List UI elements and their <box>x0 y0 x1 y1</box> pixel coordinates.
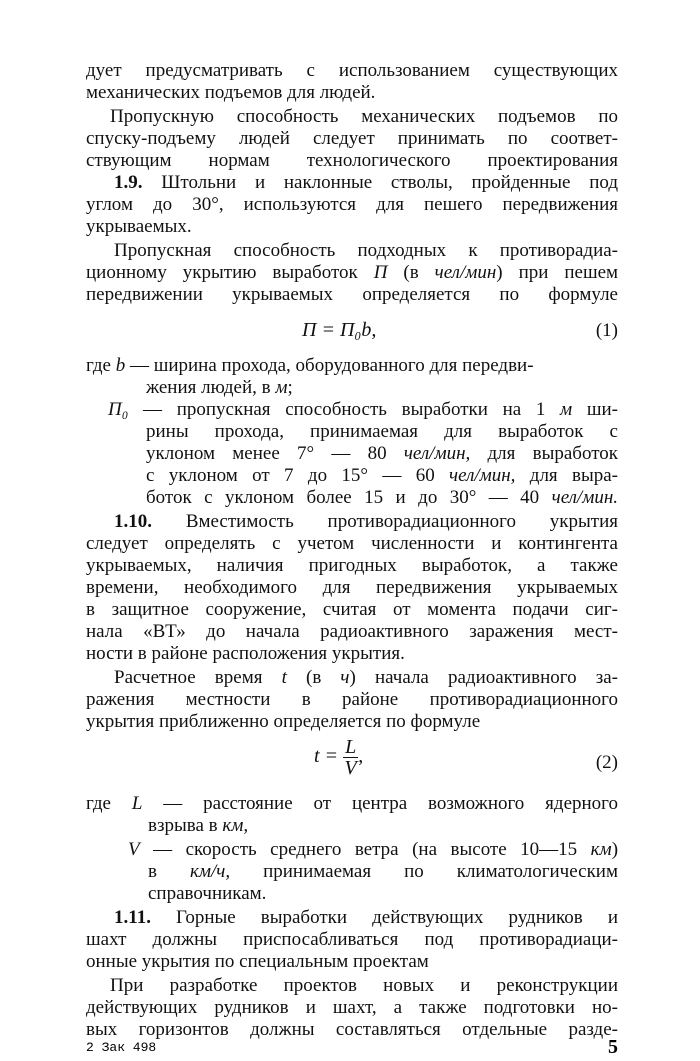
section-heading-1-11: 1.11. Горные выработки действующих рудников и <box>114 907 619 928</box>
text-line: укрываемых. <box>86 216 192 237</box>
where-L: где L — расстояние от центра возможного ядерного <box>86 793 619 814</box>
text-line: в км/ч, принимаемая по климатологическим <box>148 861 619 882</box>
text-line: жения людей, в м; <box>146 377 293 398</box>
text-line: углом до 30°, используются для пешего передвижения <box>86 194 618 215</box>
printer-signature: 2 Зак 498 <box>86 1040 157 1055</box>
text-line: механических подъемов для людей. <box>86 82 376 103</box>
text-line: спуску-подъему людей следует принимать по соответ- <box>86 128 618 149</box>
where-b: где b — ширина прохода, оборудованного для передви- <box>86 355 534 376</box>
formula-2: t = $\frac{L}{V}$ , <box>314 736 364 779</box>
text-line: Пропускную способность механических подъемов по <box>110 106 618 127</box>
text-line: ционному укрытию выработок П (в чел/мин) при пешем <box>86 262 619 283</box>
text-line: взрыва в км, <box>148 815 249 836</box>
text-line: в защитное сооружение, считая от момента подачи сиг- <box>86 599 618 620</box>
text-line: шахт должны приспосабливаться под противорадиаци- <box>86 929 618 950</box>
text-line: нала «ВТ» до начала радиоактивного заражения мест- <box>86 621 618 642</box>
text-line: следует определять с учетом численности и контингента <box>86 533 618 554</box>
text-line: ражения местности в районе противорадиационного <box>86 689 618 710</box>
text-line: укрытия приближенно определяется по формуле <box>86 711 481 732</box>
text-line: дует предусматривать с использованием существующих <box>86 60 618 81</box>
text-line: ствующим нормам технологического проектирования <box>86 150 618 171</box>
formula-1: П = П₀b, <box>302 319 377 341</box>
where-V: V — скорость среднего ветра (на высоте 10—15 км) <box>128 839 619 860</box>
page-number: 5 <box>608 1036 618 1058</box>
text-line: вых горизонтов должны составляться отдельные разде- <box>86 1019 618 1040</box>
equation-number-1: (1) <box>595 320 618 341</box>
text-line: действующих рудников и шахт, а также подготовки но- <box>86 997 618 1018</box>
text-line: При разработке проектов новых и реконструкции <box>110 975 618 996</box>
text-line: Пропускная способность подходных к противорадиа- <box>114 240 618 261</box>
text-line: уклоном менее 7° — 80 чел/мин, для выработок <box>146 443 618 464</box>
text-line: рины прохода, принимаемая для выработок с <box>146 421 618 442</box>
section-heading-1-9: 1.9. Штольни и наклонные стволы, пройденные под <box>114 172 618 193</box>
text-line: с уклоном от 7 до 15° — 60 чел/мин, для выра- <box>146 465 619 486</box>
equation-number-2: (2) <box>595 752 618 773</box>
text-line: онные укрытия по специальным проектам <box>86 951 429 972</box>
text-line: Расчетное время t (в ч) начала радиоактивного за- <box>114 667 618 688</box>
text-line: боток с уклоном более 15 и до 30° — 40 чел/мин. <box>146 487 619 508</box>
where-p0: П₀ — пропускная способность выработки на 1 м ши- <box>108 399 618 420</box>
text-line: ности в районе расположения укрытия. <box>86 643 405 664</box>
fraction: $\frac{L}{V}$ <box>344 736 357 779</box>
text-line: укрываемых, наличия пригодных выработок, а также <box>86 555 618 576</box>
text-line: справочникам. <box>148 883 267 904</box>
section-heading-1-10: 1.10. Вместимость противорадиационного укрытия <box>114 511 618 532</box>
text-line: передвижении укрываемых определяется по формуле <box>86 284 618 305</box>
text-line: времени, необходимого для передвижения укрываемых <box>86 577 618 598</box>
